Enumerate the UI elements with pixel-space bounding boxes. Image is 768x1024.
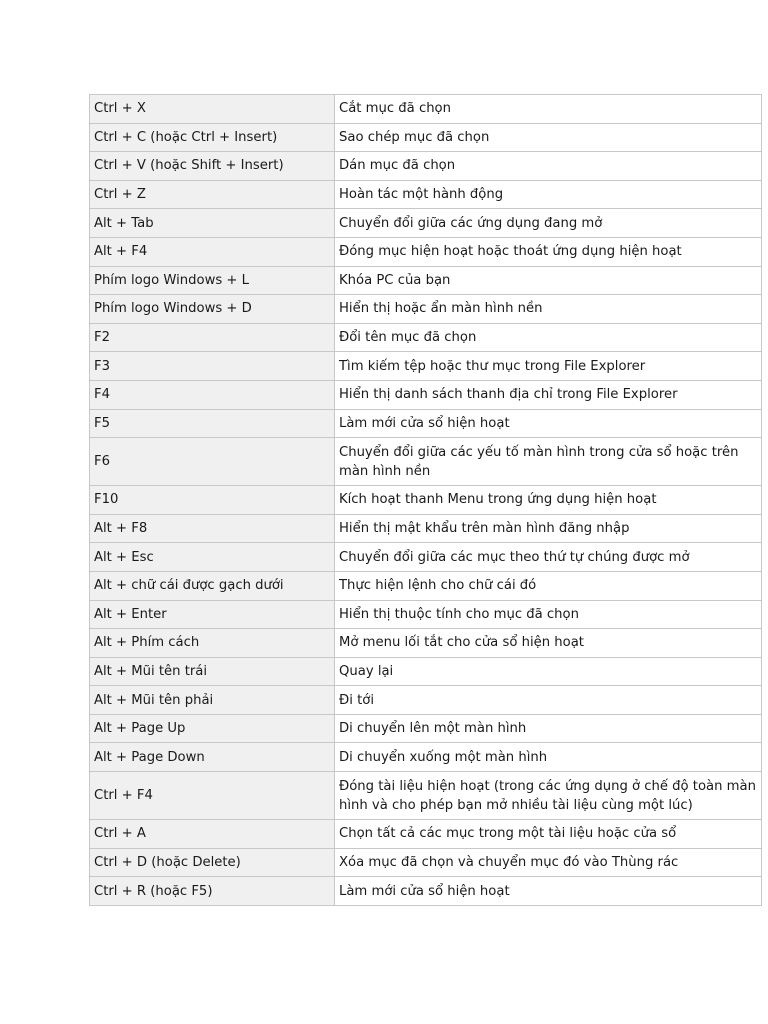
shortcut-key: Alt + Enter — [90, 600, 335, 629]
table-row — [90, 209, 762, 238]
shortcut-description: Đóng mục hiện hoạt hoặc thoát ứng dụng hiện hoạt — [335, 237, 762, 266]
table-row — [90, 848, 762, 877]
shortcut-description: Đổi tên mục đã chọn — [335, 323, 762, 352]
shortcut-description: Cắt mục đã chọn — [335, 95, 762, 124]
shortcut-key: Alt + F4 — [90, 237, 335, 266]
shortcut-description: Sao chép mục đã chọn — [335, 123, 762, 152]
shortcut-key: Ctrl + F4 — [90, 772, 335, 820]
shortcut-key: F5 — [90, 409, 335, 438]
shortcut-description: Di chuyển lên một màn hình — [335, 714, 762, 743]
shortcut-key: Alt + Esc — [90, 543, 335, 572]
table-row — [90, 352, 762, 381]
shortcut-key: Phím logo Windows + D — [90, 295, 335, 324]
shortcut-key: Alt + Mũi tên trái — [90, 657, 335, 686]
shortcut-key: Alt + Tab — [90, 209, 335, 238]
shortcut-key: Ctrl + R (hoặc F5) — [90, 877, 335, 906]
shortcut-description: Dán mục đã chọn — [335, 152, 762, 181]
table-row — [90, 820, 762, 849]
table-row — [90, 152, 762, 181]
shortcut-key: F10 — [90, 486, 335, 515]
table-row — [90, 514, 762, 543]
shortcut-description: Hiển thị thuộc tính cho mục đã chọn — [335, 600, 762, 629]
shortcut-description: Làm mới cửa sổ hiện hoạt — [335, 409, 762, 438]
shortcut-key: Ctrl + Z — [90, 180, 335, 209]
shortcut-key: Phím logo Windows + L — [90, 266, 335, 295]
table-row — [90, 543, 762, 572]
shortcut-description: Đi tới — [335, 686, 762, 715]
shortcut-key: F6 — [90, 438, 335, 486]
table-row — [90, 123, 762, 152]
shortcut-key: Alt + Page Up — [90, 714, 335, 743]
shortcut-description: Hiển thị hoặc ẩn màn hình nền — [335, 295, 762, 324]
shortcut-key: Alt + Page Down — [90, 743, 335, 772]
table-row — [90, 237, 762, 266]
table-row — [90, 409, 762, 438]
table-row — [90, 714, 762, 743]
table-row — [90, 438, 762, 486]
table-row — [90, 877, 762, 906]
shortcut-key: Alt + Mũi tên phải — [90, 686, 335, 715]
shortcut-key: F2 — [90, 323, 335, 352]
shortcut-key: F3 — [90, 352, 335, 381]
shortcut-description: Thực hiện lệnh cho chữ cái đó — [335, 571, 762, 600]
shortcut-description: Khóa PC của bạn — [335, 266, 762, 295]
shortcut-description: Làm mới cửa sổ hiện hoạt — [335, 877, 762, 906]
shortcut-description: Hiển thị danh sách thanh địa chỉ trong File Explorer — [335, 380, 762, 409]
shortcut-key: Alt + Phím cách — [90, 629, 335, 658]
table-row — [90, 486, 762, 515]
shortcut-description: Di chuyển xuống một màn hình — [335, 743, 762, 772]
shortcut-description: Chuyển đổi giữa các ứng dụng đang mở — [335, 209, 762, 238]
shortcut-description: Đóng tài liệu hiện hoạt (trong các ứng dụng ở chế độ toàn màn hình và cho phép bạn mở nhiều tài liệu cùng một lúc) — [335, 772, 762, 820]
shortcut-description: Chọn tất cả các mục trong một tài liệu hoặc cửa sổ — [335, 820, 762, 849]
shortcut-table-body — [90, 95, 762, 906]
shortcut-key: Ctrl + V (hoặc Shift + Insert) — [90, 152, 335, 181]
shortcut-key: F4 — [90, 380, 335, 409]
table-row — [90, 743, 762, 772]
shortcut-description: Tìm kiếm tệp hoặc thư mục trong File Explorer — [335, 352, 762, 381]
table-row — [90, 772, 762, 820]
table-row — [90, 266, 762, 295]
table-row — [90, 657, 762, 686]
shortcut-description: Xóa mục đã chọn và chuyển mục đó vào Thùng rác — [335, 848, 762, 877]
shortcut-description: Hiển thị mật khẩu trên màn hình đăng nhập — [335, 514, 762, 543]
table-row — [90, 295, 762, 324]
table-row — [90, 571, 762, 600]
shortcut-description: Hoàn tác một hành động — [335, 180, 762, 209]
shortcut-key: Ctrl + X — [90, 95, 335, 124]
shortcut-key: Alt + F8 — [90, 514, 335, 543]
shortcut-key: Ctrl + A — [90, 820, 335, 849]
shortcut-key: Ctrl + C (hoặc Ctrl + Insert) — [90, 123, 335, 152]
shortcut-description: Kích hoạt thanh Menu trong ứng dụng hiện hoạt — [335, 486, 762, 515]
shortcut-description: Mở menu lối tắt cho cửa sổ hiện hoạt — [335, 629, 762, 658]
table-row — [90, 380, 762, 409]
table-row — [90, 180, 762, 209]
table-row — [90, 323, 762, 352]
table-row — [90, 95, 762, 124]
shortcut-key: Ctrl + D (hoặc Delete) — [90, 848, 335, 877]
table-row — [90, 629, 762, 658]
table-row — [90, 686, 762, 715]
shortcut-description: Chuyển đổi giữa các mục theo thứ tự chúng được mở — [335, 543, 762, 572]
shortcut-description: Quay lại — [335, 657, 762, 686]
keyboard-shortcut-table — [89, 94, 762, 906]
shortcut-description: Chuyển đổi giữa các yếu tố màn hình trong cửa sổ hoặc trên màn hình nền — [335, 438, 762, 486]
table-row — [90, 600, 762, 629]
shortcut-key: Alt + chữ cái được gạch dưới — [90, 571, 335, 600]
